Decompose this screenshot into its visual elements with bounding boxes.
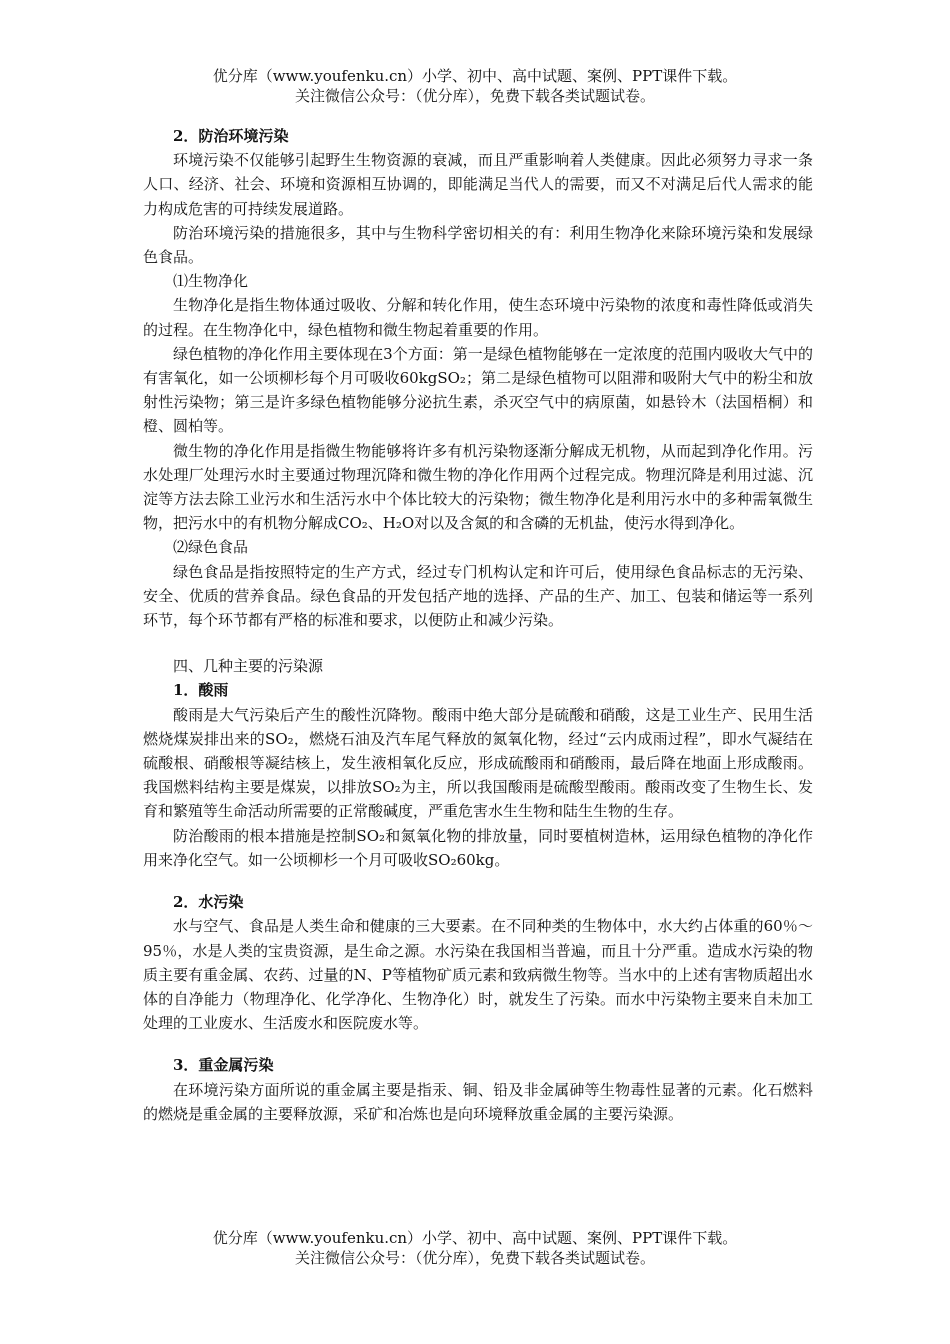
spacer [143, 872, 813, 890]
subheading-green-food: ⑵绿色食品 [173, 538, 249, 557]
paragraph: 防治环境污染的措施很多，其中与生物科学密切相关的有：利用生物净化来除环境污染和发展绿色食品。 [143, 223, 813, 267]
paragraph: 环境污染不仅能够引起野生生物资源的衰减，而且严重影响着人类健康。因此必须努力寻求一条人口、经济、社会、环境和资源相互协调的，即能满足当代人的需要，而又不对满足后代人需求的能力构成危害的可持续发展道路。 [143, 151, 813, 218]
page-header [0, 66, 950, 106]
heading-heavy-metal-pollution: 3．重金属污染 [173, 1056, 274, 1075]
paragraph: 绿色植物的净化作用主要体现在3个方面：第一是绿色植物能够在一定浓度的范围内吸收大气中的有害氧化，如一公顷柳杉每个月可吸收60kgSO₂；第二是绿色植物可以阻滞和吸附大气中的粉尘和放射性污染物；第三是许多绿色植物能够分泌抗生素，杀灭空气中的病原菌，如悬铃木（法国梧桐）和橙、圆柏等。 [143, 344, 813, 436]
footer-line-1: 优分库（www.youfenku.cn）小学、初中、高中试题、案例、PPT课件下载。 [212, 1229, 738, 1247]
document-body [143, 124, 813, 1126]
heading-prevent-pollution: 2．防治环境污染 [173, 127, 289, 145]
spacer [143, 632, 813, 654]
paragraph: 防治酸雨的根本措施是控制SO₂和氮氧化物的排放量，同时要植树造林，运用绿色植物的净化作用来净化空气。如一公顷柳杉一个月可吸收SO₂60kg。 [143, 826, 813, 869]
header-line-1: 优分库（www.youfenku.cn）小学、初中、高中试题、案例、PPT课件下载。 [212, 67, 738, 85]
header-line-2: 关注微信公众号：（优分库），免费下载各类试题试卷。 [294, 87, 655, 105]
heading-acid-rain: 1．酸雨 [173, 681, 229, 700]
section-title-pollution-sources: 四、几种主要的污染源 [173, 657, 324, 676]
page-footer [0, 1228, 950, 1268]
footer-line-2: 关注微信公众号：（优分库），免费下载各类试题试卷。 [294, 1249, 655, 1267]
paragraph: 在环境污染方面所说的重金属主要是指汞、铜、铅及非金属砷等生物毒性显著的元素。化石燃料的燃烧是重金属的主要释放源，采矿和冶炼也是向环境释放重金属的主要污染源。 [143, 1080, 813, 1123]
paragraph: 绿色食品是指按照特定的生产方式，经过专门机构认定和许可后，使用绿色食品标志的无污染、安全、优质的营养食品。绿色食品的开发包括产地的选择、产品的生产、加工、包装和储运等一系列环节，每个环节都有严格的标准和要求，以便防止和减少污染。 [143, 562, 813, 630]
subheading-bio-purification: ⑴生物净化 [173, 272, 249, 291]
paragraph: 酸雨是大气污染后产生的酸性沉降物。酸雨中绝大部分是硫酸和硝酸，这是工业生产、民用生活燃烧煤炭排出来的SO₂，燃烧石油及汽车尾气释放的氮氧化物，经过“云内成雨过程”，即水气凝结在硫酸根、硝酸根等凝结核上，发生液相氧化反应，形成硫酸雨和硝酸雨，最后降在地面上形成酸雨。我国燃料结构主要是煤炭，以排放SO₂为主，所以我国酸雨是硫酸型酸雨。酸雨改变了生物生长、发育和繁殖等生命活动所需要的正常酸碱度，严重危害水生生物和陆生生物的生存。 [143, 705, 813, 821]
paragraph: 微生物的净化作用是指微生物能够将许多有机污染物逐渐分解成无机物，从而起到净化作用。污水处理厂处理污水时主要通过物理沉降和微生物的净化作用两个过程完成。物理沉降是利用过滤、沉淀等方法去除工业污水和生活污水中个体比较大的污染物；微生物净化是利用污水中的多种需氧微生物，把污水中的有机物分解成CO₂、H₂O对以及含氮的和含磷的无机盐，使污水得到净化。 [143, 441, 813, 533]
spacer [143, 1035, 813, 1053]
paragraph: 水与空气、食品是人类生命和健康的三大要素。在不同种类的生物体中，水大约占体重的60％～95％，水是人类的宝贵资源，是生命之源。水污染在我国相当普遍，而且十分严重。造成水污染的物质主要有重金属、农药、过量的N、P等植物矿质元素和致病微生物等。当水中的上述有害物质超出水体的自净能力（物理净化、化学净化、生物净化）时，就发生了污染。而水中污染物主要来自未加工处理的工业废水、生活废水和医院废水等。 [143, 917, 813, 1033]
heading-water-pollution: 2．水污染 [173, 893, 244, 912]
paragraph: 生物净化是指生物体通过吸收、分解和转化作用，使生态环境中污染物的浓度和毒性降低或消失的过程。在生物净化中，绿色植物和微生物起着重要的作用。 [143, 296, 813, 339]
